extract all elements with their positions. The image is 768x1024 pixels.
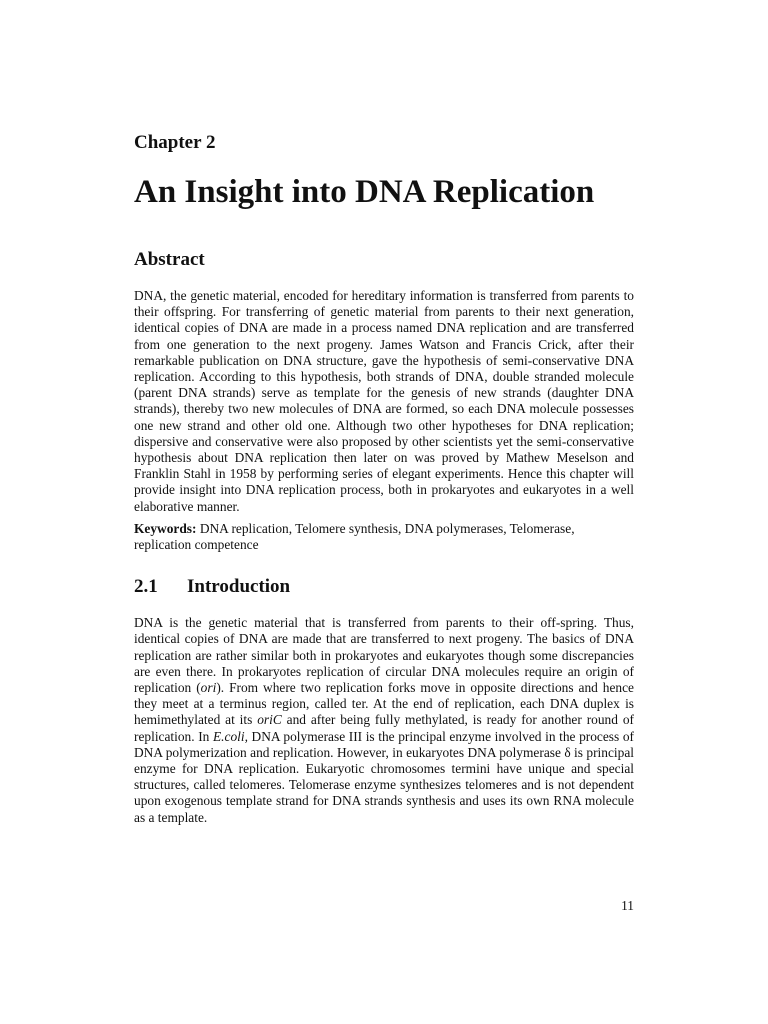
intro-term-oric: oriC: [257, 712, 282, 728]
section-number: 2.1: [134, 576, 158, 598]
section-heading: [134, 575, 634, 599]
abstract-heading: Abstract: [134, 249, 205, 270]
abstract-text: DNA, the genetic material, encoded for hereditary information is transferred from parents to their offspring. For transferring of genetic material from parents to their next generation, identical copies of DNA are made in a process named DNA replication and are transferred from one generation to the next progeny. James Watson and Francis Crick, after their remarkable publication on DNA structure, gave the hypothesis of semi-conservative DNA replication. According to this hypothesis, both strands of DNA, double stranded molecule (parent DNA strands) serve as template for the genesis of new strands (daughter DNA strands), thereby two new molecules of DNA are formed, so each DNA molecule possesses one new strand and other old one. Although two other hypotheses for DNA replication; dispersive and conservative were also proposed by other scientists yet the semi-conservative hypothesis about DNA replication then later on was proved by Mathew Meselson and Franklin Stahl in 1958 by performing series of elegant experiments. Hence this chapter will provide insight into DNA replication process, both in prokaryotes and eukaryotes in a well elaborative manner.: [134, 288, 634, 514]
chapter-title: An Insight into DNA Replication: [134, 174, 595, 210]
keywords-label: Keywords:: [134, 520, 197, 536]
page-content: [134, 130, 634, 826]
introduction-text: [134, 615, 634, 826]
intro-text-part: ). From where two replication forks move in opposite directions and hence they meet at a terminus region, called ter. At the end of replication, each DNA duplex is hemimethylated at its: [134, 680, 634, 728]
page-number: 11: [621, 898, 634, 913]
chapter-label: Chapter 2: [134, 132, 216, 153]
intro-term-ori: ori: [200, 680, 217, 696]
section-title: Introduction: [187, 576, 291, 598]
intro-text-part: DNA is the genetic material that is transferred from parents to their off-spring. Thus, identical copies of DNA are made that are transferred to next progeny. The basics of DNA replication are rather similar both in prokaryotes and eukaryotes though some discrepancies are even there. In prokaryotes replication of circular DNA molecules require an origin of replication (: [134, 615, 634, 696]
intro-text-part: and after being fully methylated, is ready for another round of replication. In: [134, 712, 634, 744]
keywords: [134, 521, 634, 553]
keywords-text: DNA replication, Telomere synthesis, DNA polymerases, Telomerase, replication competence: [134, 520, 575, 553]
intro-term-ecoli: E.coli,: [212, 728, 248, 744]
intro-text-part: DNA polymerase III is the principal enzyme involved in the process of DNA polymerization and replication. However, in eukaryotes DNA polymerase δ is principal enzyme for DNA replication. Eukaryotic chromosomes termini have unique and special structures, called telomeres. Telomerase enzyme synthesizes telomeres and is not dependent upon exogenous template strand for DNA strands synthesis and uses its own RNA molecule as a template.: [134, 728, 634, 825]
